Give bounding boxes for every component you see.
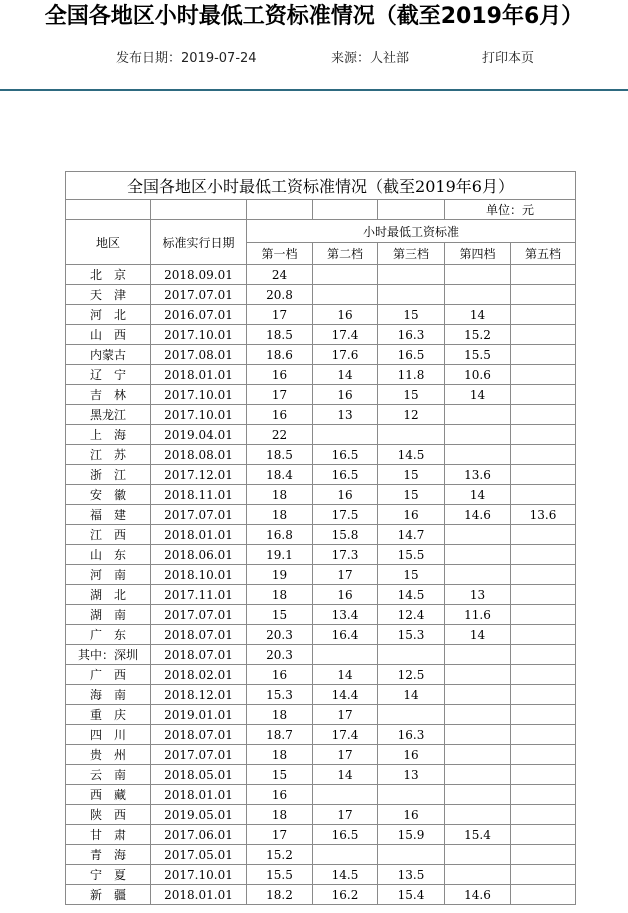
date-cell: 2018.09.01	[151, 265, 247, 285]
date-cell: 2017.07.01	[151, 745, 247, 765]
tier-5-cell	[511, 865, 576, 885]
col-header-tier-5: 第五档	[511, 243, 576, 265]
tier-3-cell: 15.3	[378, 625, 445, 645]
tier-4-cell: 11.6	[445, 605, 511, 625]
tier-2-cell: 14.5	[313, 865, 378, 885]
region-cell: 重 庆	[66, 705, 151, 725]
date-cell: 2016.07.01	[151, 305, 247, 325]
region-cell: 浙 江	[66, 465, 151, 485]
date-cell: 2018.01.01	[151, 785, 247, 805]
tier-1-cell: 18.5	[247, 445, 313, 465]
table-row	[66, 565, 576, 585]
tier-5-cell	[511, 525, 576, 545]
tier-1-cell: 17	[247, 305, 313, 325]
tier-3-cell: 14.7	[378, 525, 445, 545]
tier-3-cell: 15.9	[378, 825, 445, 845]
tier-4-cell	[445, 665, 511, 685]
tier-4-cell: 15.2	[445, 325, 511, 345]
tier-4-cell: 14	[445, 485, 511, 505]
tier-4-cell: 15.4	[445, 825, 511, 845]
tier-3-cell: 15.5	[378, 545, 445, 565]
tier-3-cell: 15	[378, 305, 445, 325]
region-cell: 新 疆	[66, 885, 151, 905]
date-cell: 2019.01.01	[151, 705, 247, 725]
tier-2-cell: 17.4	[313, 325, 378, 345]
tier-2-cell: 13.4	[313, 605, 378, 625]
region-cell: 上 海	[66, 425, 151, 445]
tier-2-cell: 14	[313, 365, 378, 385]
date-cell: 2017.08.01	[151, 345, 247, 365]
tier-2-cell: 17.4	[313, 725, 378, 745]
tier-4-cell	[445, 285, 511, 305]
date-cell: 2017.10.01	[151, 385, 247, 405]
tier-5-cell	[511, 265, 576, 285]
tier-3-cell	[378, 785, 445, 805]
tier-5-cell	[511, 605, 576, 625]
tier-2-cell: 14	[313, 665, 378, 685]
date-cell: 2017.07.01	[151, 505, 247, 525]
date-cell: 2018.01.01	[151, 365, 247, 385]
col-header-region: 地区	[66, 220, 151, 265]
col-header-group: 小时最低工资标准	[247, 220, 576, 243]
tier-1-cell: 15	[247, 765, 313, 785]
tier-5-cell	[511, 425, 576, 445]
tier-2-cell	[313, 285, 378, 305]
table-row	[66, 725, 576, 745]
table-row	[66, 285, 576, 305]
tier-2-cell: 17.5	[313, 505, 378, 525]
blank-cell	[66, 200, 151, 220]
tier-4-cell	[445, 785, 511, 805]
tier-2-cell: 16	[313, 385, 378, 405]
table-row	[66, 685, 576, 705]
tier-5-cell	[511, 745, 576, 765]
tier-2-cell: 15.8	[313, 525, 378, 545]
table-row	[66, 305, 576, 325]
date-cell: 2017.10.01	[151, 325, 247, 345]
tier-1-cell: 18.6	[247, 345, 313, 365]
region-cell: 广 西	[66, 665, 151, 685]
tier-1-cell: 22	[247, 425, 313, 445]
tier-1-cell: 15.2	[247, 845, 313, 865]
table-row	[66, 445, 576, 465]
tier-3-cell: 15	[378, 385, 445, 405]
tier-5-cell	[511, 645, 576, 665]
tier-5-cell	[511, 285, 576, 305]
tier-2-cell	[313, 645, 378, 665]
tier-1-cell: 16	[247, 665, 313, 685]
tier-4-cell	[445, 265, 511, 285]
tier-4-cell	[445, 405, 511, 425]
tier-5-cell: 13.6	[511, 505, 576, 525]
tier-5-cell	[511, 465, 576, 485]
tier-4-cell: 14	[445, 625, 511, 645]
table-row	[66, 785, 576, 805]
region-cell: 内蒙古	[66, 345, 151, 365]
tier-5-cell	[511, 665, 576, 685]
date-cell: 2018.11.01	[151, 485, 247, 505]
date-cell: 2018.05.01	[151, 765, 247, 785]
region-cell: 辽 宁	[66, 365, 151, 385]
tier-5-cell	[511, 885, 576, 905]
region-cell: 青 海	[66, 845, 151, 865]
tier-5-cell	[511, 485, 576, 505]
date-cell: 2017.06.01	[151, 825, 247, 845]
table-row	[66, 845, 576, 865]
tier-3-cell: 15	[378, 565, 445, 585]
tier-3-cell: 12.4	[378, 605, 445, 625]
tier-5-cell	[511, 625, 576, 645]
print-page-link[interactable]: 打印本页	[482, 51, 535, 66]
table-row	[66, 825, 576, 845]
region-cell: 吉 林	[66, 385, 151, 405]
tier-1-cell: 20.8	[247, 285, 313, 305]
tier-1-cell: 18	[247, 505, 313, 525]
date-cell: 2018.07.01	[151, 625, 247, 645]
tier-3-cell: 16.3	[378, 325, 445, 345]
tier-2-cell	[313, 845, 378, 865]
table-row	[66, 525, 576, 545]
tier-4-cell: 15.5	[445, 345, 511, 365]
region-cell: 河 南	[66, 565, 151, 585]
region-cell: 甘 肃	[66, 825, 151, 845]
region-cell: 四 川	[66, 725, 151, 745]
tier-4-cell	[445, 805, 511, 825]
tier-2-cell: 16.5	[313, 445, 378, 465]
tier-1-cell: 18	[247, 485, 313, 505]
tier-1-cell: 24	[247, 265, 313, 285]
tier-3-cell: 11.8	[378, 365, 445, 385]
table-row	[66, 625, 576, 645]
source-label: 来源：人社部	[331, 51, 410, 66]
tier-5-cell	[511, 705, 576, 725]
tier-5-cell	[511, 565, 576, 585]
tier-5-cell	[511, 345, 576, 365]
tier-3-cell: 12.5	[378, 665, 445, 685]
date-cell: 2017.05.01	[151, 845, 247, 865]
region-cell: 北 京	[66, 265, 151, 285]
tier-1-cell: 18.7	[247, 725, 313, 745]
tier-2-cell: 17.6	[313, 345, 378, 365]
table-row	[66, 885, 576, 905]
tier-1-cell: 18.4	[247, 465, 313, 485]
table-row	[66, 645, 576, 665]
table-row	[66, 805, 576, 825]
minimum-wage-table	[65, 171, 576, 905]
tier-3-cell: 16	[378, 505, 445, 525]
tier-3-cell: 16.3	[378, 725, 445, 745]
tier-2-cell	[313, 425, 378, 445]
tier-4-cell: 14	[445, 385, 511, 405]
tier-4-cell: 10.6	[445, 365, 511, 385]
tier-1-cell: 16.8	[247, 525, 313, 545]
tier-4-cell: 14	[445, 305, 511, 325]
tier-3-cell: 15	[378, 485, 445, 505]
date-cell: 2018.08.01	[151, 445, 247, 465]
tier-3-cell	[378, 285, 445, 305]
table-row	[66, 505, 576, 525]
tier-5-cell	[511, 805, 576, 825]
region-cell: 湖 北	[66, 585, 151, 605]
tier-5-cell	[511, 385, 576, 405]
region-cell: 山 西	[66, 325, 151, 345]
table-row	[66, 865, 576, 885]
tier-4-cell: 14.6	[445, 885, 511, 905]
tier-3-cell: 16.5	[378, 345, 445, 365]
tier-4-cell: 13.6	[445, 465, 511, 485]
tier-2-cell	[313, 265, 378, 285]
table-row	[66, 405, 576, 425]
tier-5-cell	[511, 825, 576, 845]
table-row	[66, 665, 576, 685]
tier-3-cell: 15.4	[378, 885, 445, 905]
tier-2-cell: 16.5	[313, 825, 378, 845]
tier-4-cell: 13	[445, 585, 511, 605]
date-cell: 2019.04.01	[151, 425, 247, 445]
tier-2-cell: 16.5	[313, 465, 378, 485]
tier-4-cell	[445, 845, 511, 865]
tier-2-cell: 17	[313, 705, 378, 725]
table-row	[66, 485, 576, 505]
tier-4-cell	[445, 445, 511, 465]
table-row	[66, 325, 576, 345]
region-cell: 其中：深圳	[66, 645, 151, 665]
blank-cell	[247, 200, 313, 220]
tier-3-cell	[378, 265, 445, 285]
region-cell: 西 藏	[66, 785, 151, 805]
tier-4-cell	[445, 865, 511, 885]
tier-4-cell	[445, 565, 511, 585]
tier-5-cell	[511, 585, 576, 605]
table-row	[66, 265, 576, 285]
tier-3-cell: 16	[378, 745, 445, 765]
col-header-tier-1: 第一档	[247, 243, 313, 265]
date-cell: 2017.07.01	[151, 285, 247, 305]
table-row	[66, 545, 576, 565]
region-cell: 贵 州	[66, 745, 151, 765]
col-header-date: 标准实行日期	[151, 220, 247, 265]
col-header-tier-4: 第四档	[445, 243, 511, 265]
date-cell: 2018.01.01	[151, 885, 247, 905]
tier-4-cell	[445, 545, 511, 565]
region-cell: 海 南	[66, 685, 151, 705]
tier-3-cell: 16	[378, 805, 445, 825]
tier-1-cell: 16	[247, 785, 313, 805]
date-cell: 2017.12.01	[151, 465, 247, 485]
region-cell: 云 南	[66, 765, 151, 785]
tier-1-cell: 20.3	[247, 645, 313, 665]
publish-date: 发布日期：2019-07-24	[116, 51, 257, 66]
tier-2-cell: 17.3	[313, 545, 378, 565]
date-cell: 2017.11.01	[151, 585, 247, 605]
region-cell: 陕 西	[66, 805, 151, 825]
date-cell: 2018.02.01	[151, 665, 247, 685]
date-cell: 2017.07.01	[151, 605, 247, 625]
table-row	[66, 765, 576, 785]
tier-4-cell	[445, 525, 511, 545]
tier-5-cell	[511, 725, 576, 745]
table-caption: 全国各地区小时最低工资标准情况（截至2019年6月）	[66, 172, 576, 200]
tier-5-cell	[511, 685, 576, 705]
region-cell: 安 徽	[66, 485, 151, 505]
tier-4-cell	[445, 685, 511, 705]
blank-cell	[151, 200, 247, 220]
tier-2-cell: 16.2	[313, 885, 378, 905]
table-row	[66, 465, 576, 485]
tier-4-cell: 14.6	[445, 505, 511, 525]
region-cell: 广 东	[66, 625, 151, 645]
tier-3-cell	[378, 845, 445, 865]
region-cell: 福 建	[66, 505, 151, 525]
tier-2-cell: 13	[313, 405, 378, 425]
tier-2-cell: 16.4	[313, 625, 378, 645]
region-cell: 天 津	[66, 285, 151, 305]
unit-label: 单位：元	[445, 200, 576, 220]
tier-3-cell	[378, 425, 445, 445]
region-cell: 河 北	[66, 305, 151, 325]
tier-5-cell	[511, 765, 576, 785]
tier-1-cell: 18.5	[247, 325, 313, 345]
date-cell: 2017.10.01	[151, 405, 247, 425]
tier-5-cell	[511, 405, 576, 425]
tier-5-cell	[511, 545, 576, 565]
tier-1-cell: 18.2	[247, 885, 313, 905]
tier-1-cell: 20.3	[247, 625, 313, 645]
tier-3-cell: 13.5	[378, 865, 445, 885]
date-cell: 2019.05.01	[151, 805, 247, 825]
blank-cell	[378, 200, 445, 220]
tier-4-cell	[445, 745, 511, 765]
tier-2-cell: 17	[313, 565, 378, 585]
blank-cell	[313, 200, 378, 220]
page-title: 全国各地区小时最低工资标准情况（截至2019年6月）	[44, 4, 584, 29]
tier-3-cell: 15	[378, 465, 445, 485]
tier-5-cell	[511, 845, 576, 865]
tier-1-cell: 18	[247, 585, 313, 605]
date-cell: 2017.10.01	[151, 865, 247, 885]
table-row	[66, 365, 576, 385]
tier-4-cell	[445, 705, 511, 725]
date-cell: 2018.10.01	[151, 565, 247, 585]
tier-5-cell	[511, 325, 576, 345]
tier-5-cell	[511, 785, 576, 805]
tier-3-cell: 14.5	[378, 445, 445, 465]
table-row	[66, 585, 576, 605]
date-cell: 2018.06.01	[151, 545, 247, 565]
tier-1-cell: 18	[247, 705, 313, 725]
tier-1-cell: 18	[247, 805, 313, 825]
tier-5-cell	[511, 445, 576, 465]
table-row	[66, 605, 576, 625]
region-cell: 江 苏	[66, 445, 151, 465]
table-row	[66, 385, 576, 405]
col-header-tier-2: 第二档	[313, 243, 378, 265]
tier-1-cell: 16	[247, 365, 313, 385]
date-cell: 2018.07.01	[151, 645, 247, 665]
date-cell: 2018.01.01	[151, 525, 247, 545]
header-divider	[0, 89, 628, 91]
tier-2-cell: 14	[313, 765, 378, 785]
table-row	[66, 425, 576, 445]
region-cell: 江 西	[66, 525, 151, 545]
tier-2-cell: 16	[313, 485, 378, 505]
tier-1-cell: 19.1	[247, 545, 313, 565]
tier-4-cell	[445, 425, 511, 445]
region-cell: 宁 夏	[66, 865, 151, 885]
tier-5-cell	[511, 365, 576, 385]
tier-3-cell: 14	[378, 685, 445, 705]
table-row	[66, 345, 576, 365]
tier-1-cell: 18	[247, 745, 313, 765]
tier-1-cell: 15	[247, 605, 313, 625]
table-row	[66, 745, 576, 765]
tier-4-cell	[445, 765, 511, 785]
tier-5-cell	[511, 305, 576, 325]
tier-3-cell: 14.5	[378, 585, 445, 605]
tier-1-cell: 19	[247, 565, 313, 585]
tier-2-cell: 16	[313, 305, 378, 325]
date-cell: 2018.07.01	[151, 725, 247, 745]
tier-4-cell	[445, 725, 511, 745]
tier-1-cell: 15.3	[247, 685, 313, 705]
tier-4-cell	[445, 645, 511, 665]
tier-1-cell: 15.5	[247, 865, 313, 885]
tier-2-cell: 14.4	[313, 685, 378, 705]
date-cell: 2018.12.01	[151, 685, 247, 705]
tier-2-cell: 17	[313, 805, 378, 825]
tier-1-cell: 17	[247, 825, 313, 845]
tier-2-cell: 17	[313, 745, 378, 765]
region-cell: 黑龙江	[66, 405, 151, 425]
col-header-tier-3: 第三档	[378, 243, 445, 265]
tier-3-cell	[378, 645, 445, 665]
tier-1-cell: 17	[247, 385, 313, 405]
tier-3-cell: 13	[378, 765, 445, 785]
tier-3-cell	[378, 705, 445, 725]
tier-3-cell: 12	[378, 405, 445, 425]
tier-2-cell: 16	[313, 585, 378, 605]
tier-2-cell	[313, 785, 378, 805]
region-cell: 山 东	[66, 545, 151, 565]
region-cell: 湖 南	[66, 605, 151, 625]
table-row	[66, 705, 576, 725]
tier-1-cell: 16	[247, 405, 313, 425]
